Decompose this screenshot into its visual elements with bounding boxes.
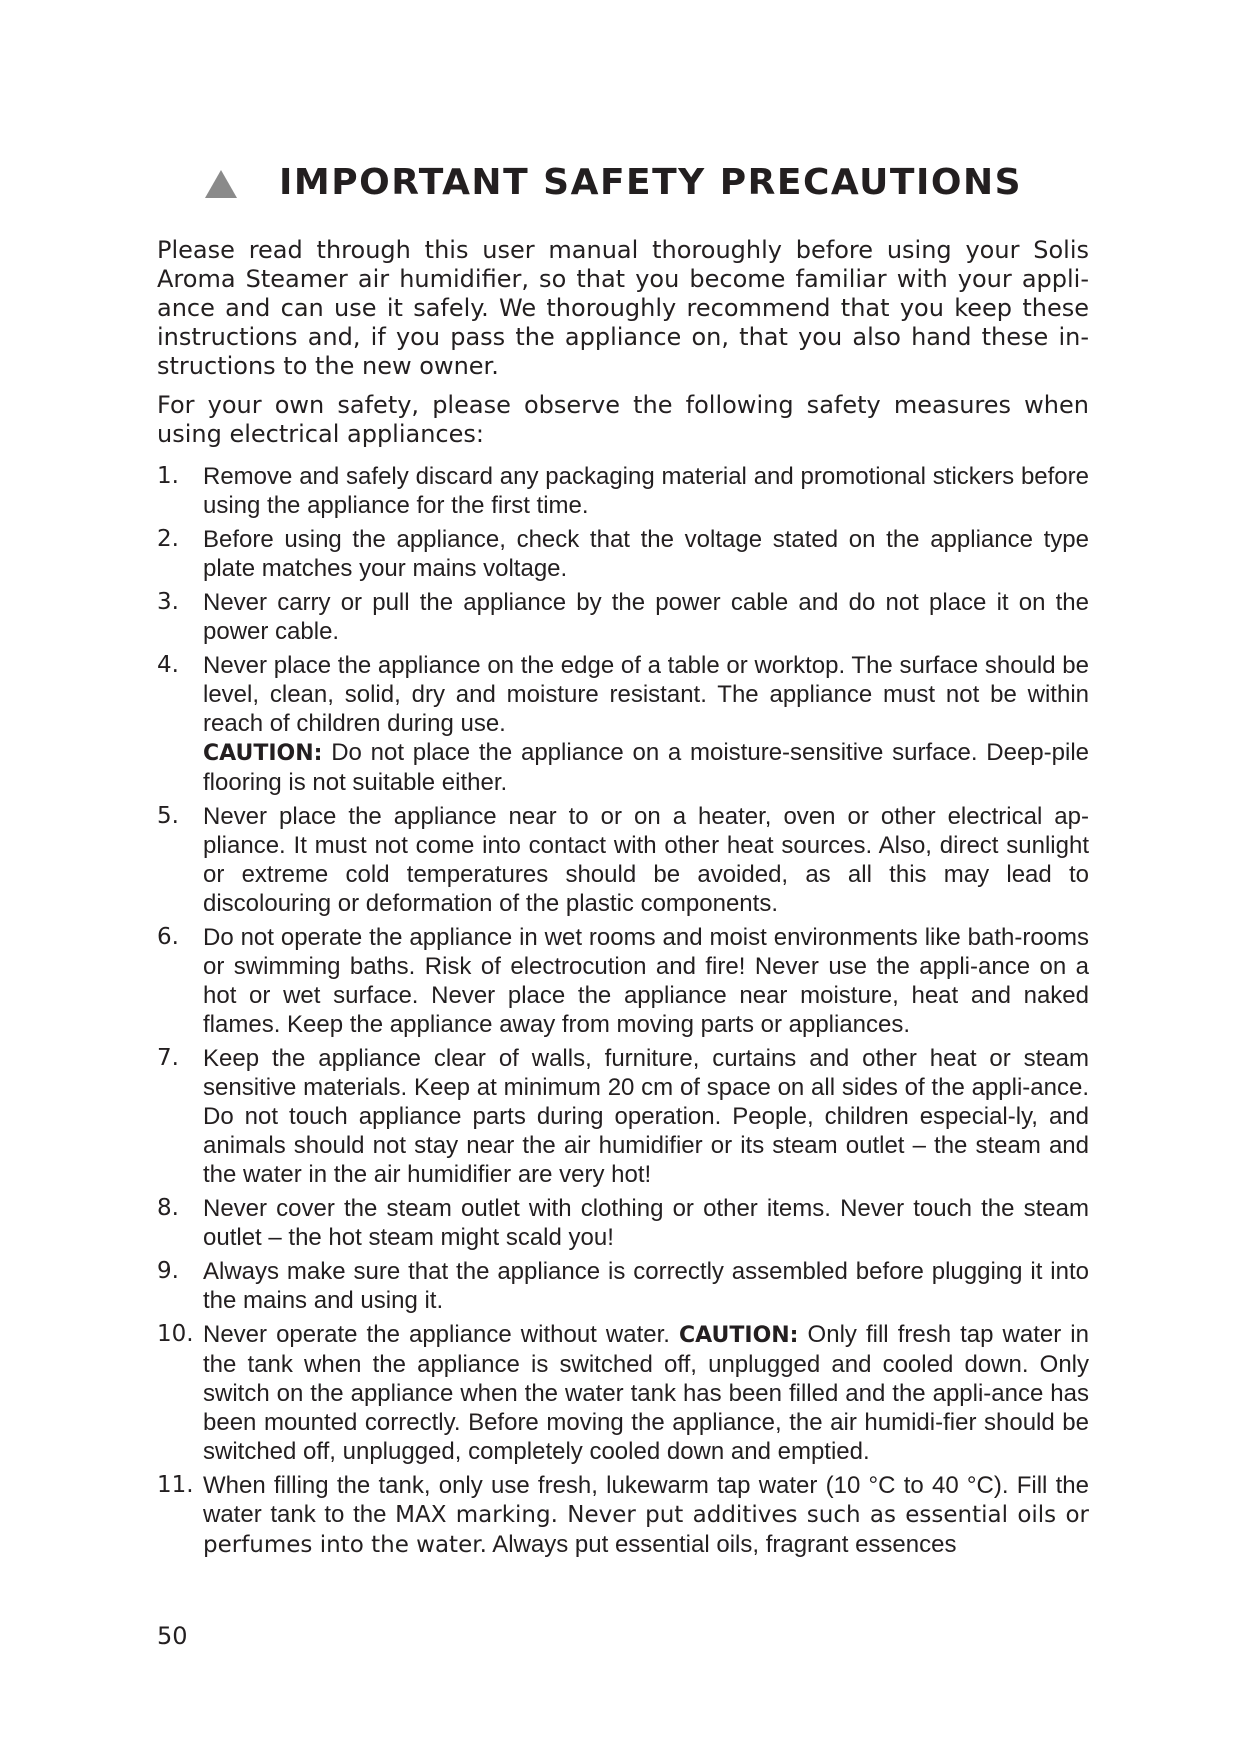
safety-item-6 (157, 923, 1089, 1039)
item-text: Never place the appliance near to or on a heater, oven or other electrical ap-pliance. It must not come into contact with other heat sources. Also, direct sunlight or extreme cold temperatures should be avoided, as all this may lead to discolouring or deformation of the plastic components. (203, 803, 1089, 917)
safety-item-11 (157, 1471, 1089, 1560)
item-text: Never carry or pull the appliance by the power cable and do not place it on the power cable. (203, 589, 1089, 645)
item-text: Before using the appliance, check that the voltage stated on the appliance type plate matches your mains voltage. (203, 526, 1089, 582)
item-number: 2. (157, 526, 179, 552)
safety-item-10 (157, 1320, 1089, 1466)
caution-label: CAUTION: (679, 1323, 799, 1348)
item-text-after: Always put essential oils, fragrant essences (486, 1531, 957, 1558)
item-text: Do not operate the appliance in wet rooms and moist environments like bath-rooms or swimming baths. Risk of electrocution and fire! Never use the appli-ance on a hot or wet surface. Never place the appliance near moisture, heat and naked flames. Keep the appliance away from moving parts or appliances. (203, 924, 1089, 1038)
safety-list (157, 462, 1089, 1565)
safety-measures-intro: For your own safety, please observe the following safety measures when using electrical appliances: (157, 391, 1089, 448)
item-text: Remove and safely discard any packaging material and promotional stickers before using the appliance for the first time. (203, 463, 1089, 519)
item-number: 6. (157, 924, 179, 950)
page-number: 50 (157, 1622, 188, 1650)
item-text-before: When filling the tank, only use fresh, lukewarm tap water (10 °C to 40 °C). Fill the water tank to the (203, 1472, 1089, 1528)
item-number: 7. (157, 1045, 179, 1071)
item-number: 5. (157, 803, 179, 829)
safety-item-4 (157, 651, 1089, 797)
item-text: Never cover the steam outlet with clothing or other items. Never touch the steam outlet – the hot steam might scald you! (203, 1195, 1089, 1251)
caution-label: CAUTION: (203, 741, 323, 766)
safety-item-9 (157, 1257, 1089, 1315)
safety-item-1 (157, 462, 1089, 520)
item-number: 4. (157, 652, 179, 678)
item-number: 9. (157, 1258, 179, 1284)
max-marking-emphasis: MAX marking. Never put additives such as essential oils or perfumes into the water. (203, 1502, 1089, 1558)
item-text-before: Never operate the appliance without water. (203, 1321, 680, 1348)
safety-item-5 (157, 802, 1089, 918)
item-number: 1. (157, 463, 179, 489)
safety-item-8 (157, 1194, 1089, 1252)
item-number: 11. (157, 1472, 194, 1498)
item-text: Never place the appliance on the edge of a table or worktop. The surface should be level, clean, solid, dry and moisture resistant. The appliance must not be within reach of children during use. (203, 652, 1089, 737)
item-text-after: Only fill fresh tap water in the tank when the appliance is switched off, unplugged and cooled down. Only switch on the appliance when the water tank has been filled and the appli-ance has been mounted correctly. Before moving the appliance, the air humidi-fier should be switched off, unplugged, completely cooled down and emptied. (203, 1321, 1089, 1465)
safety-item-7 (157, 1044, 1089, 1189)
safety-item-2 (157, 525, 1089, 583)
warning-triangle-icon (205, 170, 237, 198)
item-number: 10. (157, 1321, 194, 1347)
item-number: 3. (157, 589, 179, 615)
item-text: Always make sure that the appliance is correctly assembled before plugging it into the mains and using it. (203, 1258, 1089, 1314)
heading-title: IMPORTANT SAFETY PRECAUTIONS (279, 162, 1022, 203)
section-heading (205, 162, 1022, 203)
caution-text: Do not place the appliance on a moisture-sensitive surface. Deep-pile flooring is not suitable either. (203, 739, 1089, 796)
item-number: 8. (157, 1195, 179, 1221)
safety-item-3 (157, 588, 1089, 646)
intro-paragraph: Please read through this user manual thoroughly before using your Solis Aroma Steamer air humidifier, so that you become familiar with your appli-ance and can use it safely. We thoroughly recommend that you keep these instructions and, if you pass the appliance on, that you also hand these in-structions to the new owner. (157, 236, 1089, 380)
item-text: Keep the appliance clear of walls, furniture, curtains and other heat or steam sensitive materials. Keep at minimum 20 cm of space on all sides of the appli-ance. Do not touch appliance parts during operation. People, children especial-ly, and animals should not stay near the air humidifier or its steam outlet – the steam and the water in the air humidifier are very hot! (203, 1045, 1089, 1188)
